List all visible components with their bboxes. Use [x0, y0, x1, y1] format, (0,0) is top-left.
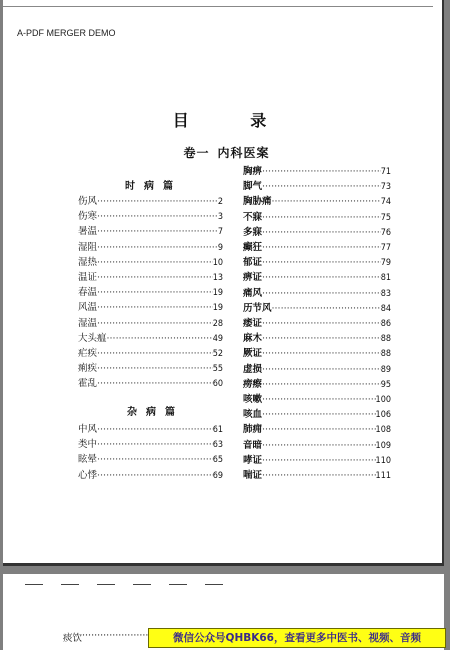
- toc-entry: [78, 363, 223, 375]
- leader-dots: [107, 333, 213, 345]
- toc-entry-page: 71: [380, 167, 391, 177]
- promo-banner[interactable]: 微信公众号QHBK66，查看更多中医书、视频、音频: [148, 628, 446, 648]
- toc-entry-label: 痛风: [243, 287, 263, 299]
- toc-entry-page: 106: [375, 410, 391, 421]
- toc-entry: [243, 348, 391, 360]
- toc-entry: [243, 455, 391, 467]
- leader-dots: [97, 211, 218, 223]
- toc-entry-label: 郁证: [243, 257, 263, 269]
- toc-entry-page: 86: [380, 319, 391, 329]
- toc-entry-label: 音暗: [243, 439, 263, 451]
- toc-entry: [78, 257, 223, 269]
- leader-dots: [272, 196, 381, 208]
- toc-entry-label: 温证: [78, 272, 98, 283]
- toc-entry-page: 10: [212, 257, 223, 268]
- toc-entry-page: 19: [212, 288, 223, 299]
- toc-entry-page: 13: [212, 273, 223, 283]
- toc-entry-page: 7: [217, 227, 223, 238]
- toc-entry-label: 胸痹: [243, 166, 263, 177]
- toc-entry-label: 春温: [78, 287, 98, 299]
- toc-entry-page: 75: [380, 212, 391, 223]
- toc-entry-label: 湿温: [78, 317, 98, 329]
- toc-entry-page: 74: [380, 197, 391, 208]
- toc-entry: [243, 333, 391, 345]
- toc-entry: [243, 166, 391, 178]
- leader-dots: [262, 348, 381, 360]
- toc-entry-page: 9: [217, 242, 223, 253]
- toc-entry: [243, 257, 391, 269]
- toc-entry-page: 61: [212, 425, 223, 435]
- toc-entry-label: 伤寒: [78, 211, 98, 223]
- toc-entry-page: 73: [380, 182, 391, 193]
- toc-entry-label: 心悸: [78, 469, 98, 481]
- toc-entry: [243, 318, 391, 330]
- leader-dots: [262, 424, 376, 436]
- toc-entry-page: 77: [380, 243, 391, 253]
- toc-entry-label: 湿热: [78, 256, 98, 268]
- toc-entry-page: 108: [375, 425, 391, 436]
- toc-entry-label: 风温: [78, 302, 98, 314]
- section-heading-seasonal: 时病篇: [125, 181, 182, 192]
- leader-dots: [262, 364, 381, 376]
- divider-dash: [97, 584, 115, 585]
- toc-entry: [78, 424, 223, 436]
- toc-entry-label: 痹证: [243, 272, 263, 284]
- toc-entry: [243, 181, 391, 193]
- toc-entry-page: 100: [375, 395, 391, 405]
- toc-entry-label: 咳嗽: [243, 394, 263, 405]
- toc-entry: [78, 287, 223, 299]
- toc-entry: [78, 211, 223, 223]
- toc-entry-label: 痰饮: [63, 633, 83, 644]
- toc-entry: [243, 303, 391, 315]
- leader-dots: [262, 166, 381, 178]
- toc-entry-page: 65: [212, 455, 223, 466]
- toc-entry-label: 历节风: [243, 302, 272, 314]
- leader-dots: [262, 257, 381, 269]
- toc-entry-page: 88: [380, 349, 391, 360]
- toc-entry-label: 痿证: [243, 318, 263, 329]
- leader-dots: [262, 318, 381, 330]
- toc-entry: [243, 272, 391, 284]
- toc-entry-page: 76: [380, 227, 391, 238]
- leader-dots: [97, 378, 213, 390]
- page-title: 目 录: [172, 111, 295, 130]
- toc-entry-label: 中风: [78, 424, 98, 435]
- leader-dots: [262, 242, 381, 254]
- leader-dots: [97, 363, 213, 375]
- toc-entry: [78, 226, 223, 238]
- document-page: [3, 0, 444, 566]
- leader-dots: [272, 303, 381, 315]
- leader-dots: [97, 287, 213, 299]
- toc-entry: [243, 212, 391, 224]
- divider-dash: [133, 584, 151, 585]
- leader-dots: [262, 379, 381, 391]
- toc-entry: [78, 318, 223, 330]
- toc-entry: [243, 409, 391, 421]
- toc-entry-label: 喘证: [243, 470, 263, 481]
- toc-entry-page: 109: [375, 440, 391, 451]
- toc-entry-page: 19: [212, 303, 223, 314]
- toc-entry-label: 脚气: [243, 181, 263, 193]
- toc-entry-page: 84: [380, 303, 391, 314]
- toc-entry-page: 49: [212, 333, 223, 344]
- leader-dots: [97, 302, 213, 314]
- divider-dash: [205, 584, 223, 585]
- toc-entry-label: 咳血: [243, 409, 263, 421]
- toc-entry-label: 痢疾: [78, 363, 98, 375]
- toc-entry-label: 厥证: [243, 348, 263, 360]
- toc-entry-page: 3: [217, 212, 223, 223]
- toc-entry-label: 伤风: [78, 196, 98, 207]
- toc-entry-page: 83: [380, 288, 391, 299]
- toc-entry: [243, 379, 391, 391]
- toc-entry-page: 63: [212, 440, 223, 451]
- toc-entry: [78, 302, 223, 314]
- toc-entry: [78, 378, 223, 390]
- toc-entry-label: 麻木: [243, 333, 263, 345]
- leader-dots: [97, 454, 213, 466]
- toc-entry-label: 不寐: [243, 211, 263, 223]
- toc-entry: [243, 227, 391, 239]
- leader-dots: [97, 470, 213, 482]
- toc-entry: [243, 364, 391, 376]
- leader-dots: [97, 257, 213, 269]
- toc-entry-label: 癫狂: [243, 242, 263, 253]
- toc-entry-label: 哮证: [243, 454, 263, 466]
- volume-prefix: 卷一: [183, 146, 210, 160]
- toc-entry: [243, 242, 391, 254]
- page-top-rule: [3, 6, 433, 7]
- leader-dots: [97, 242, 218, 254]
- toc-entry-page: 88: [380, 334, 391, 345]
- toc-entry-page: 60: [212, 379, 223, 390]
- toc-entry-page: 52: [212, 349, 223, 359]
- toc-entry-label: 疟疾: [78, 348, 98, 359]
- toc-entry-page: 110: [375, 455, 391, 466]
- leader-dots: [262, 470, 376, 482]
- toc-entry: [243, 440, 391, 452]
- toc-entry: [78, 454, 223, 466]
- watermark: A-PDF MERGER DEMO: [17, 28, 116, 38]
- leader-dots: [97, 424, 213, 436]
- toc-entry-label: 大头瘟: [78, 332, 107, 344]
- leader-dots: [262, 394, 376, 406]
- leader-dots: [97, 272, 213, 284]
- volume-name: 内科医案: [217, 146, 270, 160]
- volume-heading: [3, 144, 442, 161]
- toc-entry: [243, 470, 391, 482]
- toc-entry-page: 89: [380, 364, 391, 375]
- toc-entry-label: 多寐: [243, 226, 263, 238]
- leader-dots: [262, 440, 376, 452]
- toc-entry: [243, 196, 391, 208]
- toc-entry: [78, 196, 223, 208]
- toc-entry: [243, 288, 391, 300]
- leader-dots: [262, 272, 381, 284]
- toc-entry: [78, 348, 223, 360]
- toc-entry-page: 111: [375, 471, 391, 481]
- toc-entry-page: 55: [212, 364, 223, 375]
- toc-entry-page: 28: [212, 318, 223, 329]
- toc-entry-page: 69: [212, 470, 223, 481]
- toc-entry-label: 胸胁痛: [243, 196, 272, 208]
- toc-entry: [243, 394, 391, 406]
- toc-entry: [78, 470, 223, 482]
- toc-entry-label: 霍乱: [78, 378, 98, 390]
- toc-entry-label: 眩晕: [78, 454, 98, 466]
- toc-entry: [78, 439, 223, 451]
- leader-dots: [262, 181, 381, 193]
- toc-entry: [78, 242, 223, 254]
- divider-dash: [61, 584, 79, 585]
- section-heading-misc: 杂病篇: [127, 407, 184, 418]
- divider-dash: [25, 584, 43, 585]
- toc-entry: [243, 424, 391, 436]
- leader-dots: [97, 226, 218, 238]
- divider-dash: [169, 584, 187, 585]
- leader-dots: [97, 439, 213, 451]
- leader-dots: [97, 348, 213, 360]
- toc-entry-label: 虚损: [243, 363, 263, 375]
- toc-entry-label: 暑温: [78, 226, 98, 238]
- leader-dots: [262, 333, 381, 345]
- toc-entry-page: 2: [217, 197, 223, 207]
- leader-dots: [97, 318, 213, 330]
- leader-dots: [262, 409, 376, 421]
- leader-dots: [262, 212, 381, 224]
- leader-dots: [97, 196, 218, 208]
- toc-entry-label: 类中: [78, 439, 98, 451]
- leader-dots: [262, 288, 381, 300]
- toc-entry-label: 痨瘵: [243, 378, 263, 390]
- leader-dots: [262, 455, 376, 467]
- toc-entry-page: 79: [380, 258, 391, 269]
- toc-entry-page: 81: [380, 273, 391, 284]
- leader-dots: [262, 227, 381, 239]
- toc-entry: [78, 272, 223, 284]
- toc-entry-page: 95: [380, 379, 391, 390]
- toc-entry-label: 肺痈: [243, 424, 263, 436]
- toc-entry: [78, 333, 223, 345]
- toc-entry-label: 湿阻: [78, 241, 98, 253]
